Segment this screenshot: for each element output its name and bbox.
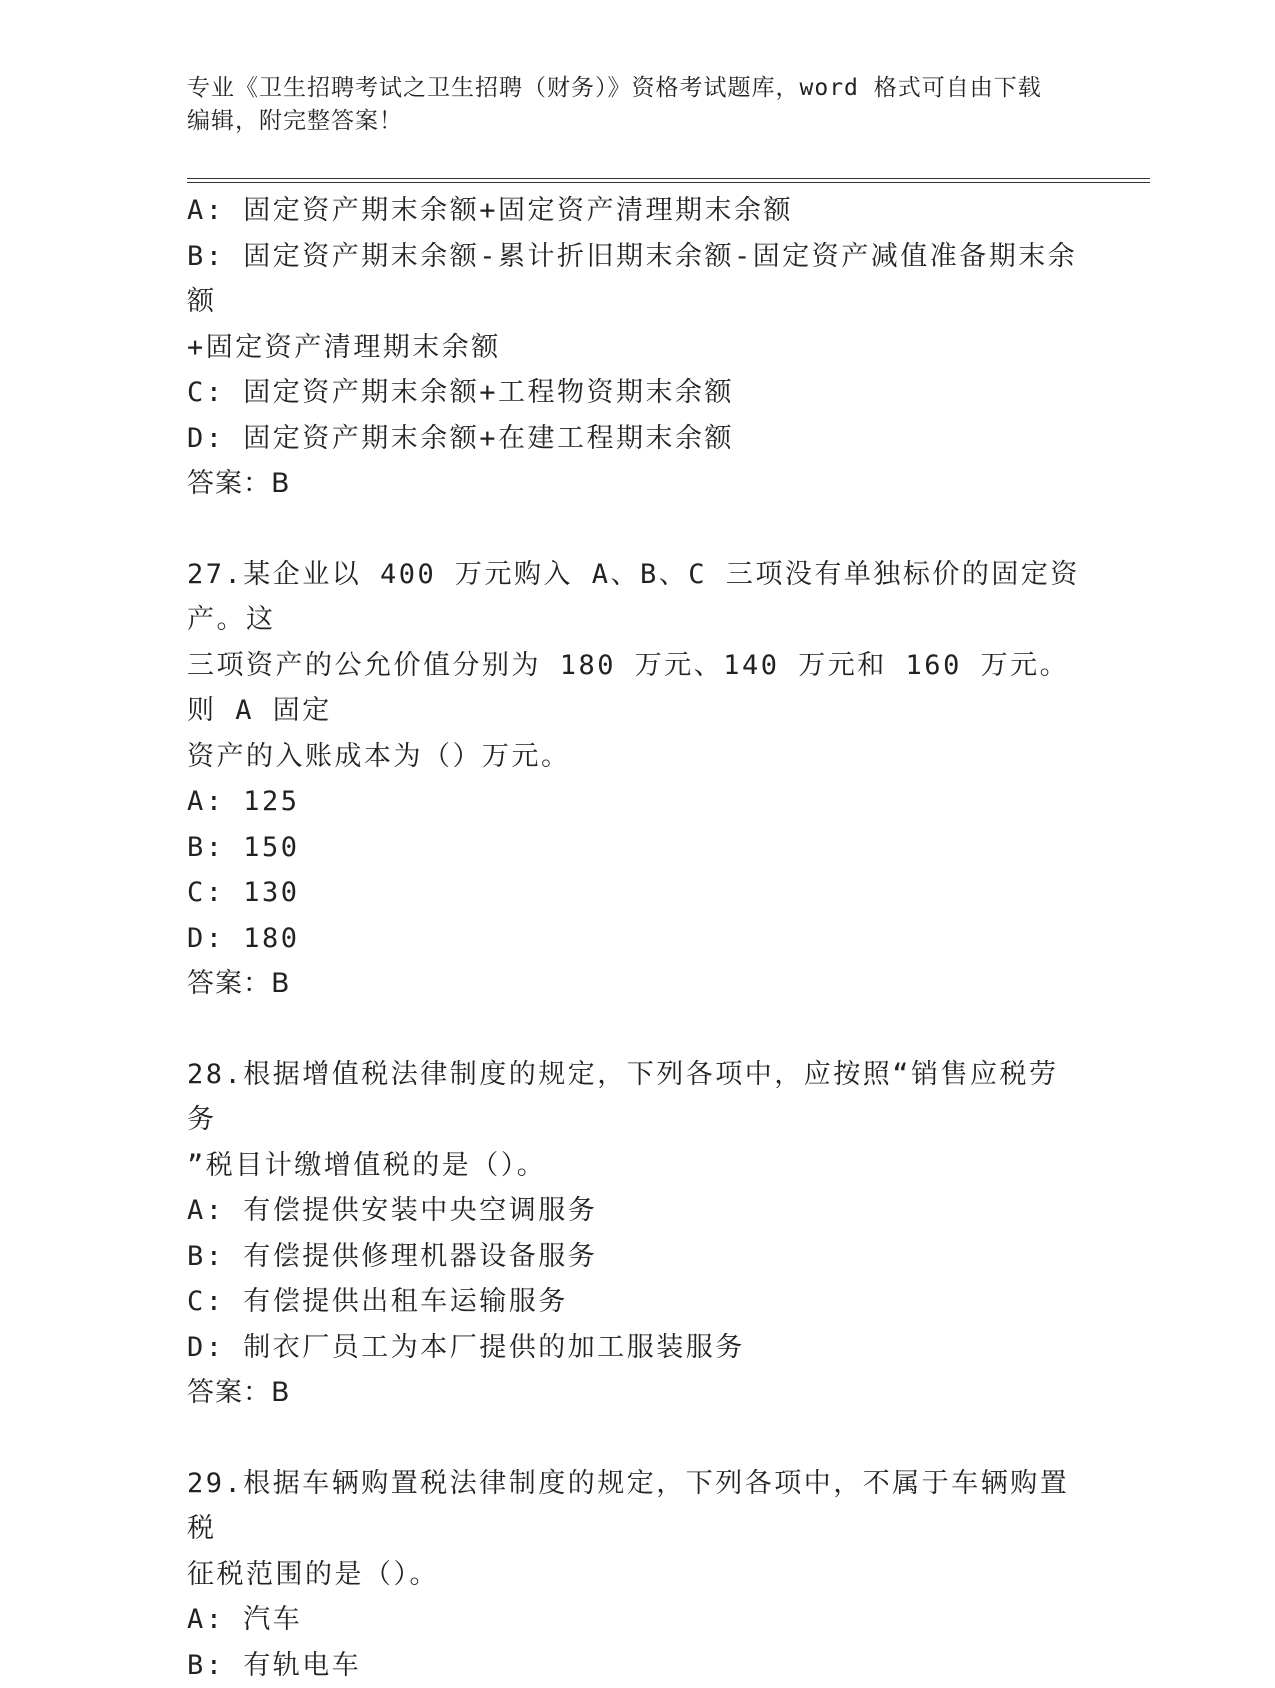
option-c: C: 130 — [187, 870, 1087, 916]
question-26-continued — [187, 188, 1087, 507]
header-divider-bottom — [187, 182, 1150, 183]
option-b: B: 有轨电车 — [187, 1643, 1087, 1688]
question-stem-line: 三项资产的公允价值分别为 180 万元、140 万元和 160 万元。则 A 固定 — [187, 643, 1087, 734]
document-header — [187, 72, 1067, 138]
option-a: A: 固定资产期末余额+固定资产清理期末余额 — [187, 188, 1087, 234]
question-stem-line: ”税目计缴增值税的是（）。 — [187, 1143, 1087, 1189]
option-d: D: 180 — [187, 916, 1087, 962]
question-stem-line: 28.根据增值税法律制度的规定，下列各项中，应按照“销售应税劳务 — [187, 1052, 1087, 1143]
option-a: A: 汽车 — [187, 1597, 1087, 1643]
option-a: A: 有偿提供安装中央空调服务 — [187, 1188, 1087, 1234]
answer-line: 答案：B — [187, 961, 1087, 1007]
option-b: B: 有偿提供修理机器设备服务 — [187, 1234, 1087, 1280]
option-d: D: 制衣厂员工为本厂提供的加工服装服务 — [187, 1325, 1087, 1371]
option-a: A: 125 — [187, 779, 1087, 825]
question-29 — [187, 1461, 1087, 1688]
option-b: B: 150 — [187, 825, 1087, 871]
header-divider-top — [187, 178, 1150, 179]
option-d: D: 固定资产期末余额+在建工程期末余额 — [187, 416, 1087, 462]
option-c: C: 固定资产期末余额+工程物资期末余额 — [187, 370, 1087, 416]
option-b: B: 固定资产期末余额-累计折旧期末余额-固定资产减值准备期末余额 — [187, 234, 1087, 325]
question-stem-line: 29.根据车辆购置税法律制度的规定，下列各项中，不属于车辆购置税 — [187, 1461, 1087, 1552]
question-content — [187, 188, 1087, 1688]
answer-line: 答案：B — [187, 461, 1087, 507]
question-28 — [187, 1052, 1087, 1416]
question-stem-line: 27.某企业以 400 万元购入 A、B、C 三项没有单独标价的固定资产。这 — [187, 552, 1087, 643]
question-stem-line: 资产的入账成本为（）万元。 — [187, 734, 1087, 780]
question-stem-line: 征税范围的是（）。 — [187, 1552, 1087, 1598]
header-line-2: 编辑，附完整答案！ — [187, 105, 1067, 138]
header-line-1: 专业《卫生招聘考试之卫生招聘（财务）》资格考试题库，word 格式可自由下载 — [187, 72, 1067, 105]
question-27 — [187, 552, 1087, 1007]
option-c: C: 有偿提供出租车运输服务 — [187, 1279, 1087, 1325]
answer-line: 答案：B — [187, 1370, 1087, 1416]
option-b-continued: +固定资产清理期末余额 — [187, 325, 1087, 371]
